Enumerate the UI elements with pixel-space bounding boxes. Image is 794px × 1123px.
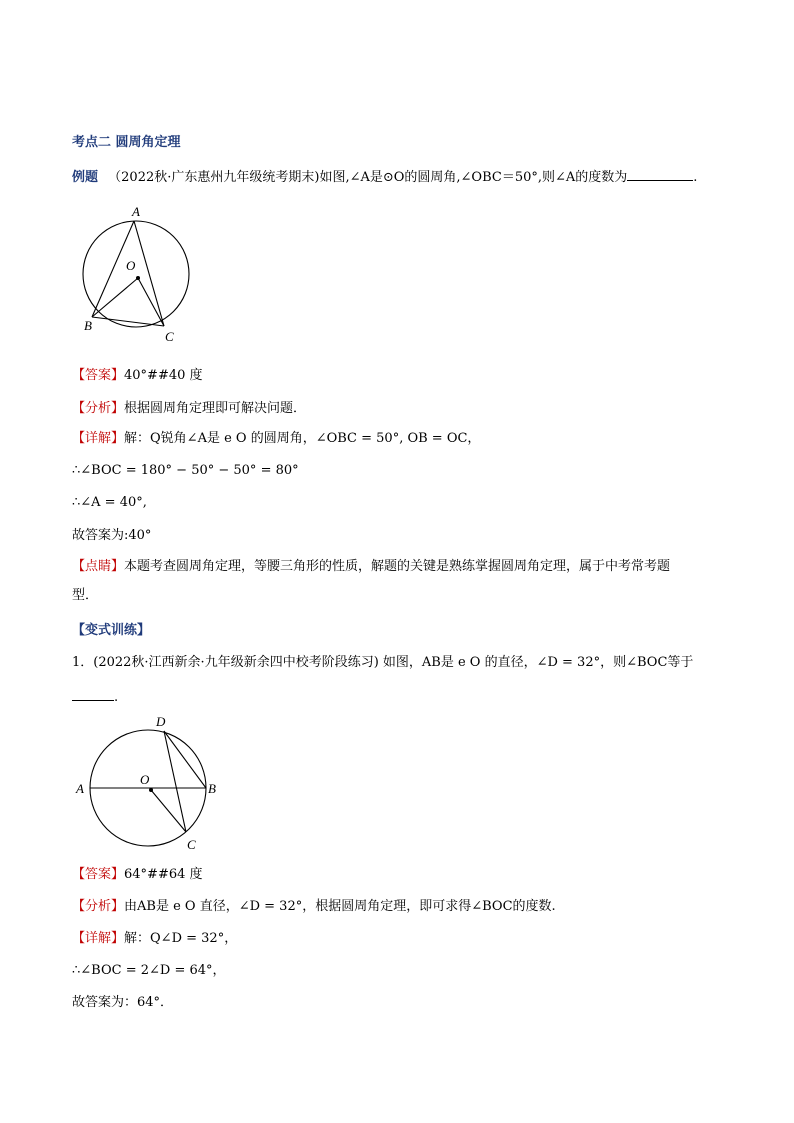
exercise-1-blank-line xyxy=(72,686,118,707)
label-d: D xyxy=(156,714,166,729)
answer-text: 40°##40 度 xyxy=(124,368,203,383)
label-c-2: C xyxy=(187,837,196,852)
answer-blank xyxy=(627,166,693,181)
ex-detail-tag: 【详解】 xyxy=(72,931,125,946)
label-a-2: A xyxy=(76,781,84,796)
exercise-1-question: 1．(2022秋·江西新余·九年级新余四中校考阶段练习) 如图，AB是 e O 的直径，∠D = 32°，则∠BOC等于 xyxy=(72,655,694,670)
exercise-1-analysis xyxy=(72,898,556,916)
ex-analysis-text: 由AB是 e O 直径，∠D = 32°，根据圆周角定理，即可求得∠BOC的度数. xyxy=(124,899,556,914)
label-c: C xyxy=(165,329,174,344)
ex-analysis-tag: 【分析】 xyxy=(72,899,125,914)
comment-tag: 【点睛】 xyxy=(72,559,125,574)
label-o: O xyxy=(126,258,136,273)
example-comment-cont: 型． xyxy=(72,588,99,603)
ex-detail-text: 解：Q∠D = 32°， xyxy=(124,931,238,946)
segment-ob xyxy=(92,278,138,317)
answer-tag: 【答案】 xyxy=(72,368,125,383)
exercise-1-answer xyxy=(72,866,203,884)
center-point-2 xyxy=(149,788,153,792)
detail-tag: 【详解】 xyxy=(72,431,125,446)
example-label: 例题 xyxy=(72,170,99,185)
segment-oc-2 xyxy=(151,790,186,832)
example-comment xyxy=(72,558,670,576)
example-step-1: ∴∠BOC = 180° − 50° − 50° = 80° xyxy=(72,463,299,478)
variant-title: 【变式训练】 xyxy=(72,623,151,638)
analysis-text: 根据圆周角定理即可解决问题． xyxy=(124,401,307,416)
segment-ac xyxy=(134,221,164,326)
exercise-1-end: . xyxy=(114,690,119,705)
example-detail xyxy=(72,430,480,448)
exercise-1-detail xyxy=(72,930,237,948)
exercise-1-final: 故答案为：64°． xyxy=(72,995,174,1010)
ex-answer-tag: 【答案】 xyxy=(72,867,125,882)
comment-text-1: 本题考查圆周角定理，等腰三角形的性质，解题的关键是熟练掌握圆周角定理，属于中考常考题 xyxy=(124,559,671,574)
label-o-2: O xyxy=(140,772,150,787)
example-text: （2022秋·广东惠州九年级统考期末)如图,∠A是⊙O的圆周角,∠OBC＝50°,则∠A的度数为 xyxy=(108,170,628,185)
exercise-1-blank xyxy=(72,686,114,701)
ex-answer-text: 64°##64 度 xyxy=(124,867,203,882)
analysis-tag: 【分析】 xyxy=(72,401,125,416)
label-a: A xyxy=(132,204,140,219)
figure-circle-abdc xyxy=(72,710,242,860)
center-point xyxy=(136,276,140,280)
example-analysis xyxy=(72,400,306,418)
label-b-2: B xyxy=(208,781,216,796)
figure-circle-abc xyxy=(72,200,212,350)
example-step-2: ∴∠A = 40°, xyxy=(72,495,147,510)
exercise-1-step-1: ∴∠BOC = 2∠D = 64°， xyxy=(72,963,226,978)
label-b: B xyxy=(84,318,92,333)
example-end: . xyxy=(693,170,698,185)
detail-text: 解：Q锐角∠A是 e O 的圆周角，∠OBC = 50°, OB = OC， xyxy=(124,431,481,446)
example-final: 故答案为:40° xyxy=(72,528,152,543)
segment-bc xyxy=(92,317,164,326)
example-question xyxy=(72,166,697,187)
section-title: 考点二 圆周角定理 xyxy=(72,135,181,150)
example-answer xyxy=(72,367,203,385)
segment-oc xyxy=(138,278,164,326)
